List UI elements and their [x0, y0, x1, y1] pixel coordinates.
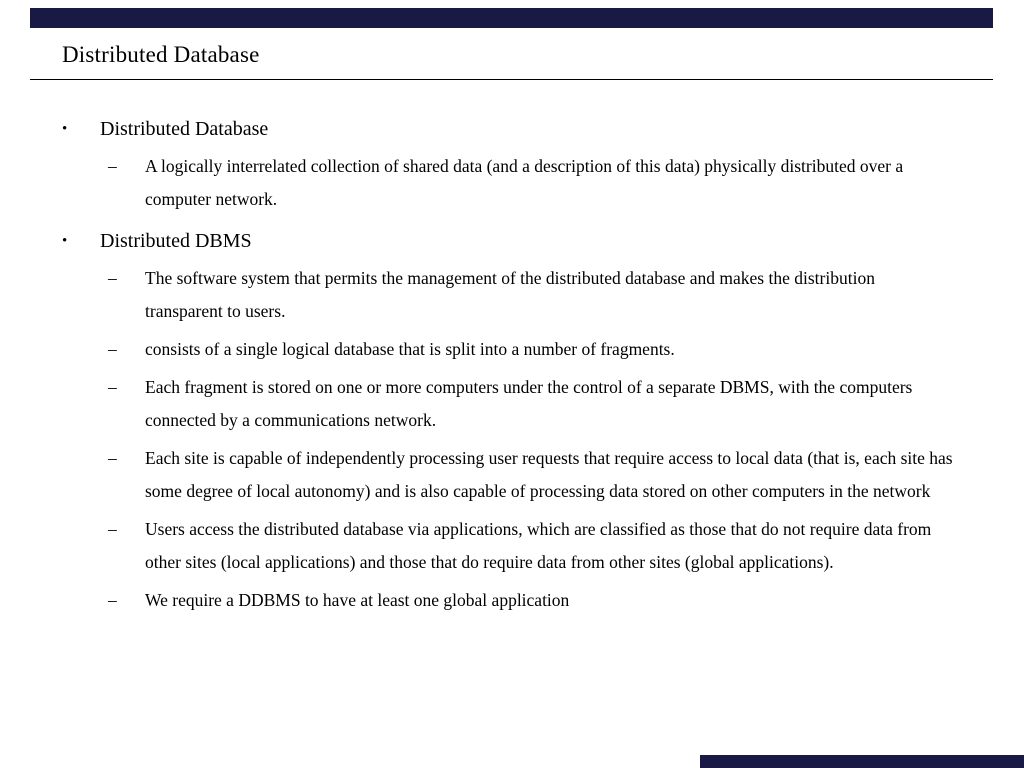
bullet-item: [62, 229, 954, 253]
slide-title: Distributed Database: [62, 42, 260, 67]
sub-bullet-item: [62, 262, 954, 328]
title-area: [30, 42, 993, 80]
bullet-text: Distributed Database: [100, 118, 269, 140]
sub-bullet-item: [62, 513, 954, 579]
sub-bullet-text: consists of a single logical database that is split into a number of fragments.: [145, 339, 675, 359]
sub-bullet-text: The software system that permits the management of the distributed database and makes the distribution transparent to users.: [145, 268, 875, 321]
sub-bullet-item: [62, 371, 954, 437]
bottom-accent-bar: [700, 755, 1024, 768]
title-divider: [30, 79, 993, 80]
sub-bullet-marker: –: [108, 519, 117, 539]
bullet-text: Distributed DBMS: [100, 230, 252, 252]
sub-bullet-marker: –: [108, 448, 117, 468]
sub-bullet-marker: –: [108, 156, 117, 176]
top-accent-bar: [30, 8, 993, 28]
bullet-marker: •: [62, 121, 68, 137]
sub-bullet-item: [62, 584, 954, 617]
sub-bullet-text: Each site is capable of independently processing user requests that require access to local data (that is, each site has some degree of local autonomy) and is also capable of processing data stored on other computers in the network: [145, 448, 953, 501]
sub-bullet-marker: –: [108, 268, 117, 288]
sub-bullet-item: [62, 150, 954, 216]
sub-bullet-marker: –: [108, 339, 117, 359]
slide-content: [0, 104, 1024, 622]
sub-bullet-text: We require a DDBMS to have at least one global application: [145, 590, 570, 610]
bullet-marker: •: [62, 233, 68, 249]
sub-bullet-item: [62, 442, 954, 508]
sub-bullet-text: A logically interrelated collection of shared data (and a description of this data) physically distributed over a computer network.: [145, 156, 904, 209]
bullet-item: [62, 117, 954, 141]
sub-bullet-text: Users access the distributed database via applications, which are classified as those that do not require data from other sites (local applications) and those that do require data from other sites (global applications).: [145, 519, 932, 572]
sub-bullet-marker: –: [108, 377, 117, 397]
sub-bullet-text: Each fragment is stored on one or more computers under the control of a separate DBMS, with the computers connected by a communications network.: [145, 377, 913, 430]
sub-bullet-marker: –: [108, 590, 117, 610]
sub-bullet-item: [62, 333, 954, 366]
